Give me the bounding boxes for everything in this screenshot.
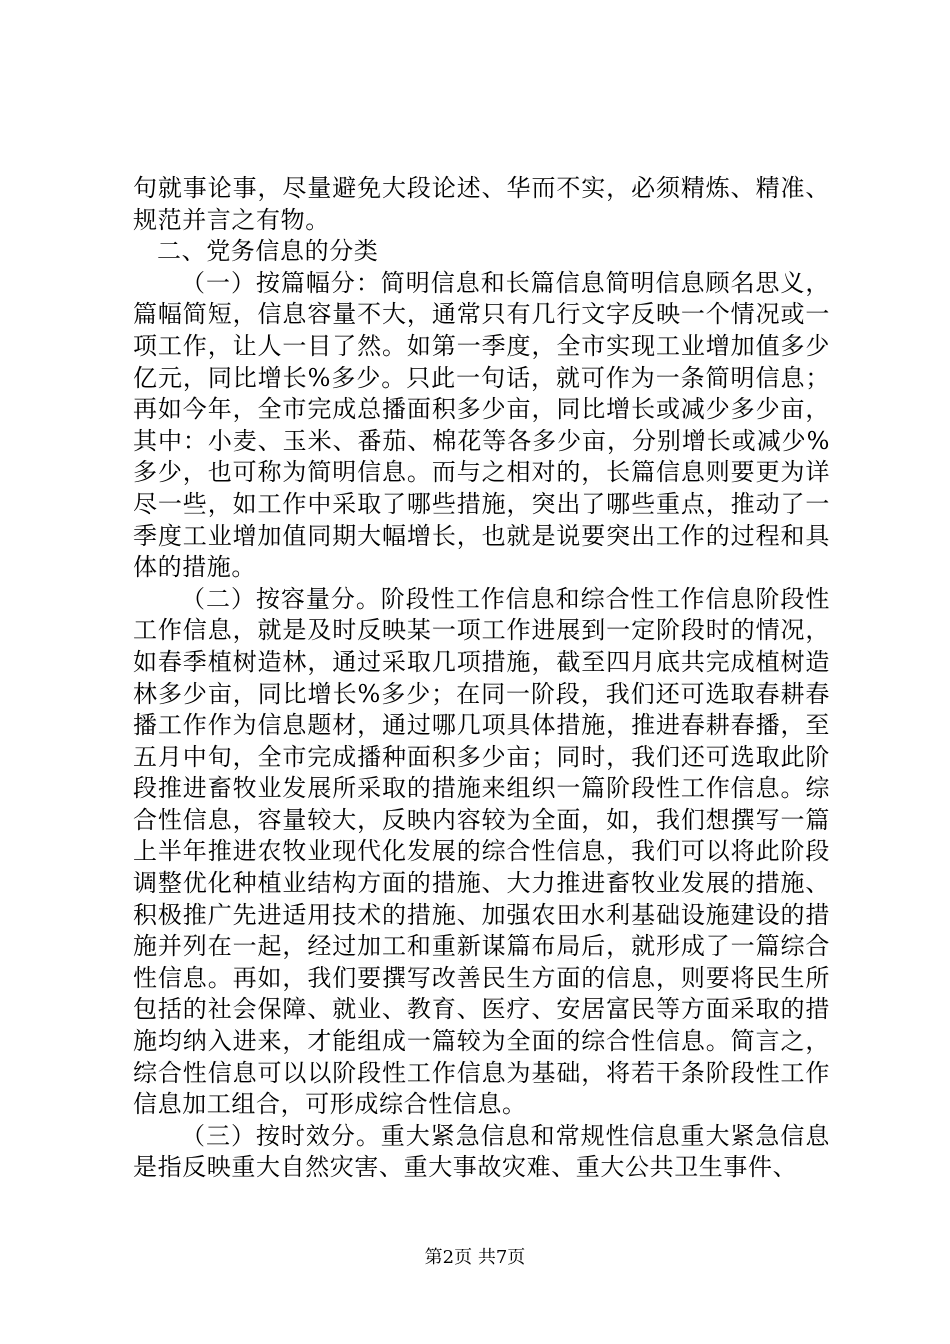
- page-number: 第2页 共7页: [424, 1247, 526, 1268]
- paragraph-by-length: （一）按篇幅分：简明信息和长篇信息简明信息顾名思义，篇幅简短，信息容量不大，通常只有几行文字反映一个情况或一项工作，让人一目了然。如第一季度，全市实现工业增加值多少亿元，同比增长%多少。只此一句话，就可作为一条简明信息；再如今年，全市完成总播面积多少亩，同比增长或减少多少亩，其中：小麦、玉米、番茄、棉花等各多少亩，分别增长或减少%多少，也可称为简明信息。而与之相对的，长篇信息则要更为详尽一些，如工作中采取了哪些措施，突出了哪些重点，推动了一季度工业增加值同期大幅增长，也就是说要突出工作的过程和具体的措施。: [133, 268, 830, 582]
- paragraph-continuation: 句就事论事，尽量避免大段论述、华而不实，必须精炼、精准、规范并言之有物。: [133, 174, 830, 234]
- paragraph-by-capacity: （二）按容量分。阶段性工作信息和综合性工作信息阶段性工作信息，就是及时反映某一项工作进展到一定阶段时的情况，如春季植树造林，通过采取几项措施，截至四月底共完成植树造林多少亩，同比增长%多少；在同一阶段，我们还可选取春耕春播工作作为信息题材，通过哪几项具体措施，推进春耕春播，至五月中旬，全市完成播种面积多少亩；同时，我们还可选取此阶段推进畜牧业发展所采取的措施来组织一篇阶段性工作信息。综合性信息，容量较大，反映内容较为全面，如，我们想撰写一篇上半年推进农牧业现代化发展的综合性信息，我们可以将此阶段调整优化种植业结构方面的措施、大力推进畜牧业发展的措施、积极推广先进适用技术的措施、加强农田水利基础设施建设的措施并列在一起，经过加工和重新谋篇布局后，就形成了一篇综合性信息。再如，我们要撰写改善民生方面的信息，则要将民生所包括的社会保障、就业、教育、医疗、安居富民等方面采取的措施均纳入进来，才能组成一篇较为全面的综合性信息。简言之，综合性信息可以以阶段性工作信息为基础，将若干条阶段性工作信息加工组合，可形成综合性信息。: [133, 584, 830, 1119]
- paragraph-by-timeliness: （三）按时效分。重大紧急信息和常规性信息重大紧急信息是指反映重大自然灾害、重大事故灾难、重大公共卫生事件、: [133, 1121, 830, 1182]
- document-body: [133, 173, 830, 1184]
- page-footer: [0, 1247, 950, 1269]
- section-heading: 二、党务信息的分类: [157, 237, 379, 266]
